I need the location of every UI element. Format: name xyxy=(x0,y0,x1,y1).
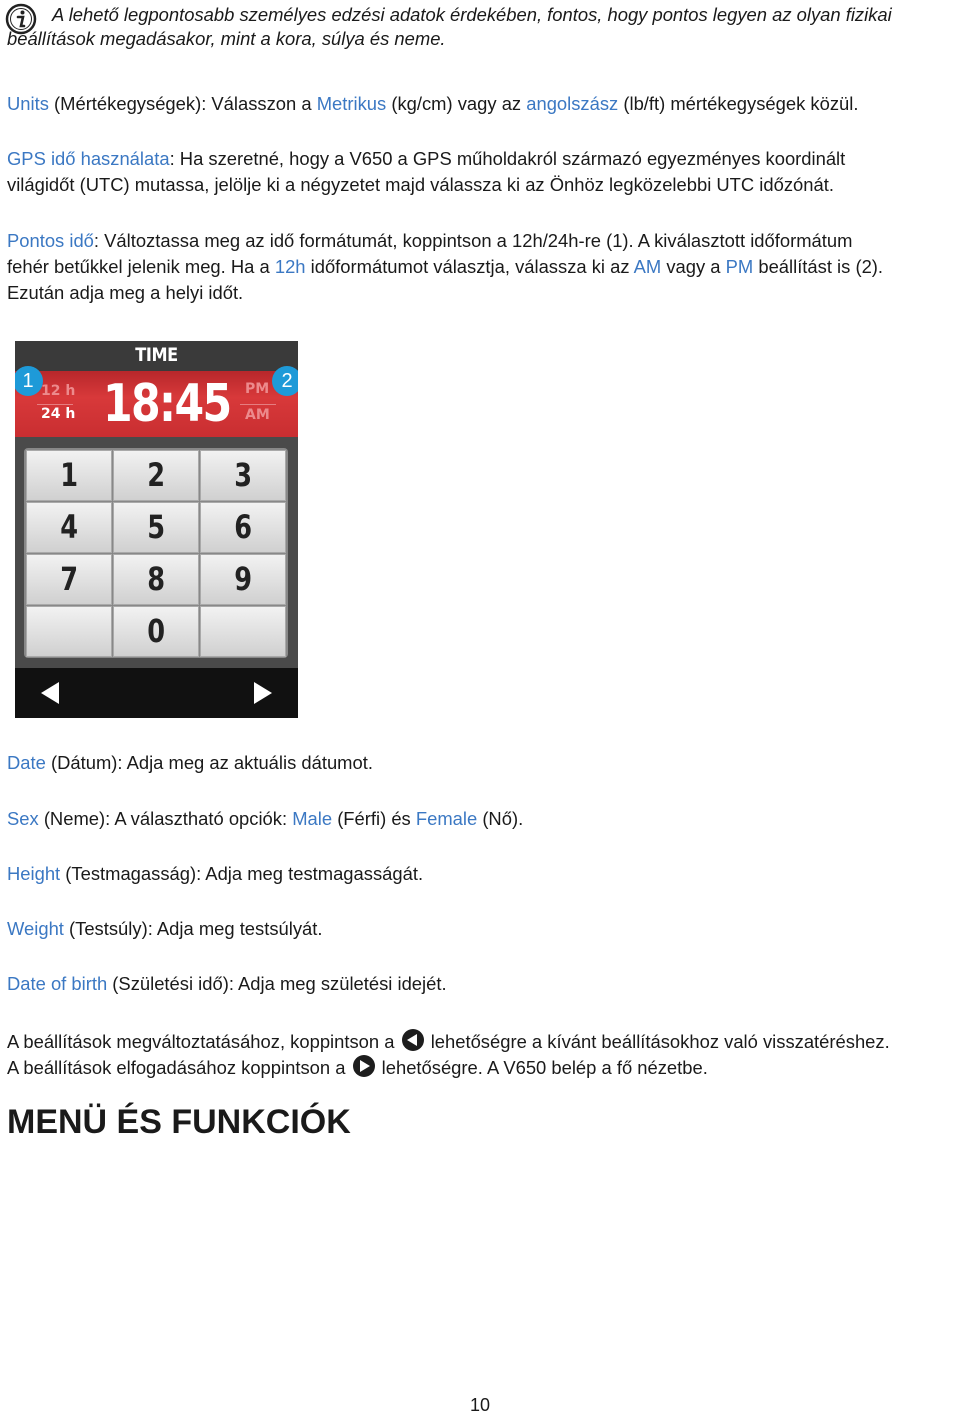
settings-nav-line1a: A beállítások megváltoztatásához, koppintson a xyxy=(7,1031,400,1052)
date-term: Date xyxy=(7,752,46,773)
units-paragraph xyxy=(7,91,957,117)
exact-time-term: Pontos idő xyxy=(7,230,94,251)
gps-time-term: GPS idő használata xyxy=(7,148,170,169)
key-9-label: 9 xyxy=(234,560,252,598)
height-term: Height xyxy=(7,863,61,884)
exact-time-line2a: fehér betűkkel jelenik meg. Ha a xyxy=(7,256,275,277)
am-term: AM xyxy=(633,256,662,277)
key-7[interactable] xyxy=(26,554,112,605)
pm-term: PM xyxy=(725,256,754,277)
exact-time-line2b: időformátumot választja, válassza ki az xyxy=(305,256,634,277)
numeric-keypad xyxy=(24,448,288,658)
weight-term: Weight xyxy=(7,918,64,939)
height-text: (Testmagasság): Adja meg testmagasságát. xyxy=(60,863,424,884)
section-heading: MENÜ ÉS FUNKCIÓK xyxy=(7,1103,351,1141)
clock-display: 18:45 xyxy=(103,374,231,434)
format-divider xyxy=(37,404,73,405)
info-note-line1: A lehető legpontosabb személyes edzési adatok érdekében, fontos, hogy pontos legyen az olyan fizikai xyxy=(52,4,892,25)
info-note xyxy=(7,3,957,51)
settings-nav-line2b: lehetőségre. A V650 belép a fő nézetbe. xyxy=(376,1057,708,1078)
key-3[interactable] xyxy=(200,450,286,501)
exact-time-line2c: vagy a xyxy=(661,256,726,277)
weight-text: (Testsúly): Adja meg testsúlyát. xyxy=(63,918,323,939)
female-term: Female xyxy=(415,808,478,829)
callout-2: 2 xyxy=(272,366,298,396)
key-3-label: 3 xyxy=(234,456,252,494)
key-5[interactable] xyxy=(113,502,199,553)
exact-time-line2d: beállítást is (2). xyxy=(753,256,884,277)
device-title: TIME xyxy=(135,344,178,366)
forward-icon xyxy=(353,1055,375,1077)
key-7-label: 7 xyxy=(60,560,78,598)
sex-text-2: (Férfi) és xyxy=(332,808,416,829)
imperial-term: angolszász xyxy=(526,93,619,114)
back-arrow-icon[interactable] xyxy=(41,682,59,704)
ampm-divider xyxy=(240,404,276,405)
format-24h-toggle[interactable]: 24 h xyxy=(41,406,76,422)
sex-term: Sex xyxy=(7,808,39,829)
exact-time-line3: Ezután adja meg a helyi időt. xyxy=(7,282,244,303)
units-term: Units xyxy=(7,93,49,114)
gps-time-line2: világidőt (UTC) mutassa, jelölje ki a négyzetet majd válassza ki az Önhöz legközelebbi UTC időzónát. xyxy=(7,174,834,195)
device-time-screen xyxy=(15,341,298,718)
next-arrow-icon[interactable] xyxy=(254,682,272,704)
key-0[interactable] xyxy=(113,606,199,657)
key-0-label: 0 xyxy=(147,612,165,650)
format-12h-toggle[interactable]: 12 h xyxy=(41,383,76,399)
date-text: (Dátum): Adja meg az aktuális dátumot. xyxy=(45,752,373,773)
key-blank-left xyxy=(26,606,112,657)
dob-paragraph xyxy=(7,971,957,997)
key-2-label: 2 xyxy=(147,456,165,494)
key-6-label: 6 xyxy=(234,508,252,546)
key-2[interactable] xyxy=(113,450,199,501)
am-toggle[interactable]: AM xyxy=(245,407,270,423)
height-paragraph xyxy=(7,861,957,887)
exact-time-paragraph xyxy=(7,228,957,306)
units-text-1: (Mértékegységek): Válasszon a xyxy=(48,93,317,114)
settings-nav-paragraph xyxy=(7,1029,957,1081)
male-term: Male xyxy=(292,808,333,829)
metric-term: Metrikus xyxy=(316,93,387,114)
exact-time-line1: : Változtassa meg az idő formátumát, koppintson a 12h/24h-re (1). A kiválasztott időformátum xyxy=(93,230,853,251)
key-4-label: 4 xyxy=(60,508,78,546)
callout-1: 1 xyxy=(15,366,43,396)
weight-paragraph xyxy=(7,916,957,942)
h12-term: 12h xyxy=(274,256,306,277)
key-4[interactable] xyxy=(26,502,112,553)
key-8[interactable] xyxy=(113,554,199,605)
key-6[interactable] xyxy=(200,502,286,553)
pm-toggle[interactable]: PM xyxy=(245,381,270,397)
device-time-header xyxy=(15,371,298,437)
back-icon xyxy=(402,1029,424,1051)
key-1-label: 1 xyxy=(60,456,78,494)
key-5-label: 5 xyxy=(147,508,165,546)
dob-text: (Születési idő): Adja meg születési idejét. xyxy=(107,973,447,994)
sex-text-1: (Neme): A választható opciók: xyxy=(38,808,293,829)
key-blank-right xyxy=(200,606,286,657)
info-note-line2: beállítások megadásakor, mint a kora, súlya és neme. xyxy=(7,28,446,49)
sex-text-3: (Nő). xyxy=(477,808,524,829)
key-9[interactable] xyxy=(200,554,286,605)
date-paragraph xyxy=(7,750,957,776)
device-nav-bar xyxy=(15,668,298,718)
page-number: 10 xyxy=(469,1395,491,1415)
sex-paragraph xyxy=(7,806,957,832)
units-text-2: (kg/cm) vagy az xyxy=(386,93,527,114)
gps-time-paragraph xyxy=(7,146,957,198)
settings-nav-line1b: lehetőségre a kívánt beállításokhoz való visszatéréshez. xyxy=(425,1031,890,1052)
units-text-3: (lb/ft) mértékegységek közül. xyxy=(618,93,859,114)
dob-term: Date of birth xyxy=(7,973,108,994)
key-1[interactable] xyxy=(26,450,112,501)
settings-nav-line2a: A beállítások elfogadásához koppintson a xyxy=(7,1057,351,1078)
gps-time-line1: : Ha szeretné, hogy a V650 a GPS műholdakról származó egyezményes koordinált xyxy=(169,148,846,169)
key-8-label: 8 xyxy=(147,560,165,598)
